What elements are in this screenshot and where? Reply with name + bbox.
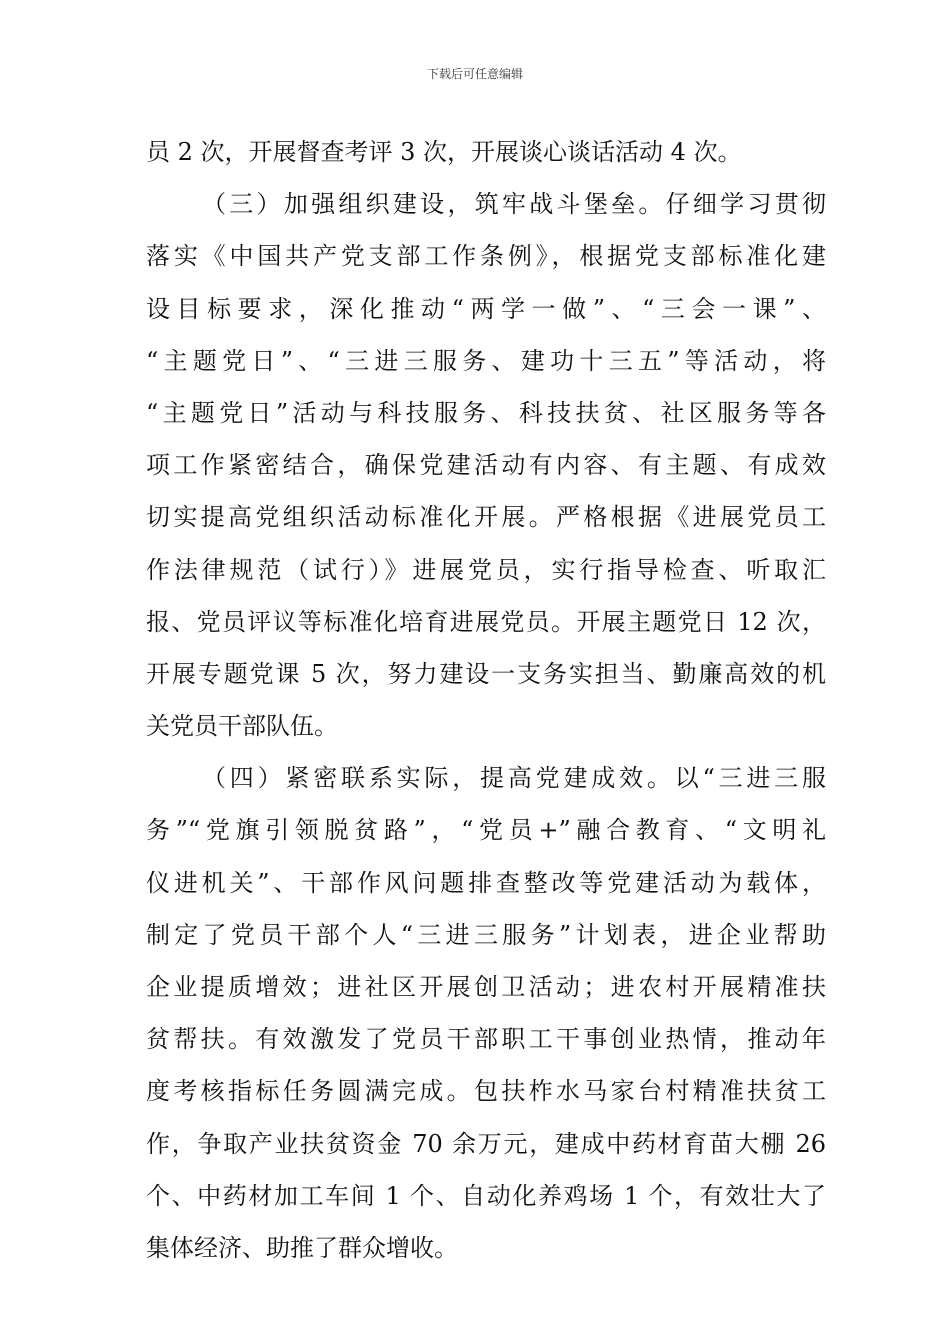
text-line: 项工作紧密结合，确保党建活动有内容、有主题、有成效 xyxy=(146,451,826,480)
text-line: 制定了党员干部个人“三进三服务”计划表，进企业帮助 xyxy=(146,920,826,949)
text-line: 员 2 次，开展督查考评 3 次，开展谈心谈话活动 4 次。 xyxy=(146,138,742,166)
paragraph-start-line: （四）紧密联系实际，提高党建成效。以“三进三服 xyxy=(202,764,826,793)
text-line: 落实《中国共产党支部工作条例》，根据党支部标准化建 xyxy=(146,242,826,271)
text-line: 切实提高党组织活动标准化开展。严格根据《进展党员工 xyxy=(146,503,826,532)
body-text xyxy=(146,132,826,1280)
text-line: 作法律规范（试行）》进展党员，实行指导检查、听取汇 xyxy=(146,555,826,584)
text-line: 个、中药材加工车间 1 个、自动化养鸡场 1 个，有效壮大了 xyxy=(146,1181,826,1210)
text-line: 务”“党旗引领脱贫路”，“党员+”融合教育、“文明礼 xyxy=(146,816,826,845)
page-header: 下载后可任意编辑 xyxy=(426,67,523,81)
text-line: 开展专题党课 5 次，努力建设一支务实担当、勤廉高效的机 xyxy=(146,659,826,688)
text-line: 设目标要求，深化推动“两学一做”、“三会一课”、 xyxy=(146,294,826,323)
text-line: 报、党员评议等标准化培育进展党员。开展主题党日 12 次， xyxy=(146,607,826,636)
text-line: 仪进机关”、干部作风问题排查整改等党建活动为载体， xyxy=(146,868,826,897)
text-line: “主题党日”、“三进三服务、建功十三五”等活动，将 xyxy=(146,346,826,375)
text-line: “主题党日”活动与科技服务、科技扶贫、社区服务等各 xyxy=(146,398,826,427)
text-line: 贫帮扶。有效激发了党员干部职工干事创业热情，推动年 xyxy=(146,1025,826,1054)
text-line: 集体经济、助推了群众增收。 xyxy=(146,1233,458,1262)
paragraph-start-line: （三）加强组织建设，筑牢战斗堡垒。仔细学习贯彻 xyxy=(202,190,826,219)
text-line: 度考核指标任务圆满完成。包扶柞水马家台村精准扶贫工 xyxy=(146,1077,826,1106)
text-line: 企业提质增效；进社区开展创卫活动；进农村开展精准扶 xyxy=(146,973,826,1001)
text-line: 作，争取产业扶贫资金 70 余万元，建成中药材育苗大棚 26 xyxy=(146,1129,826,1158)
text-line: 关党员干部队伍。 xyxy=(146,712,338,741)
